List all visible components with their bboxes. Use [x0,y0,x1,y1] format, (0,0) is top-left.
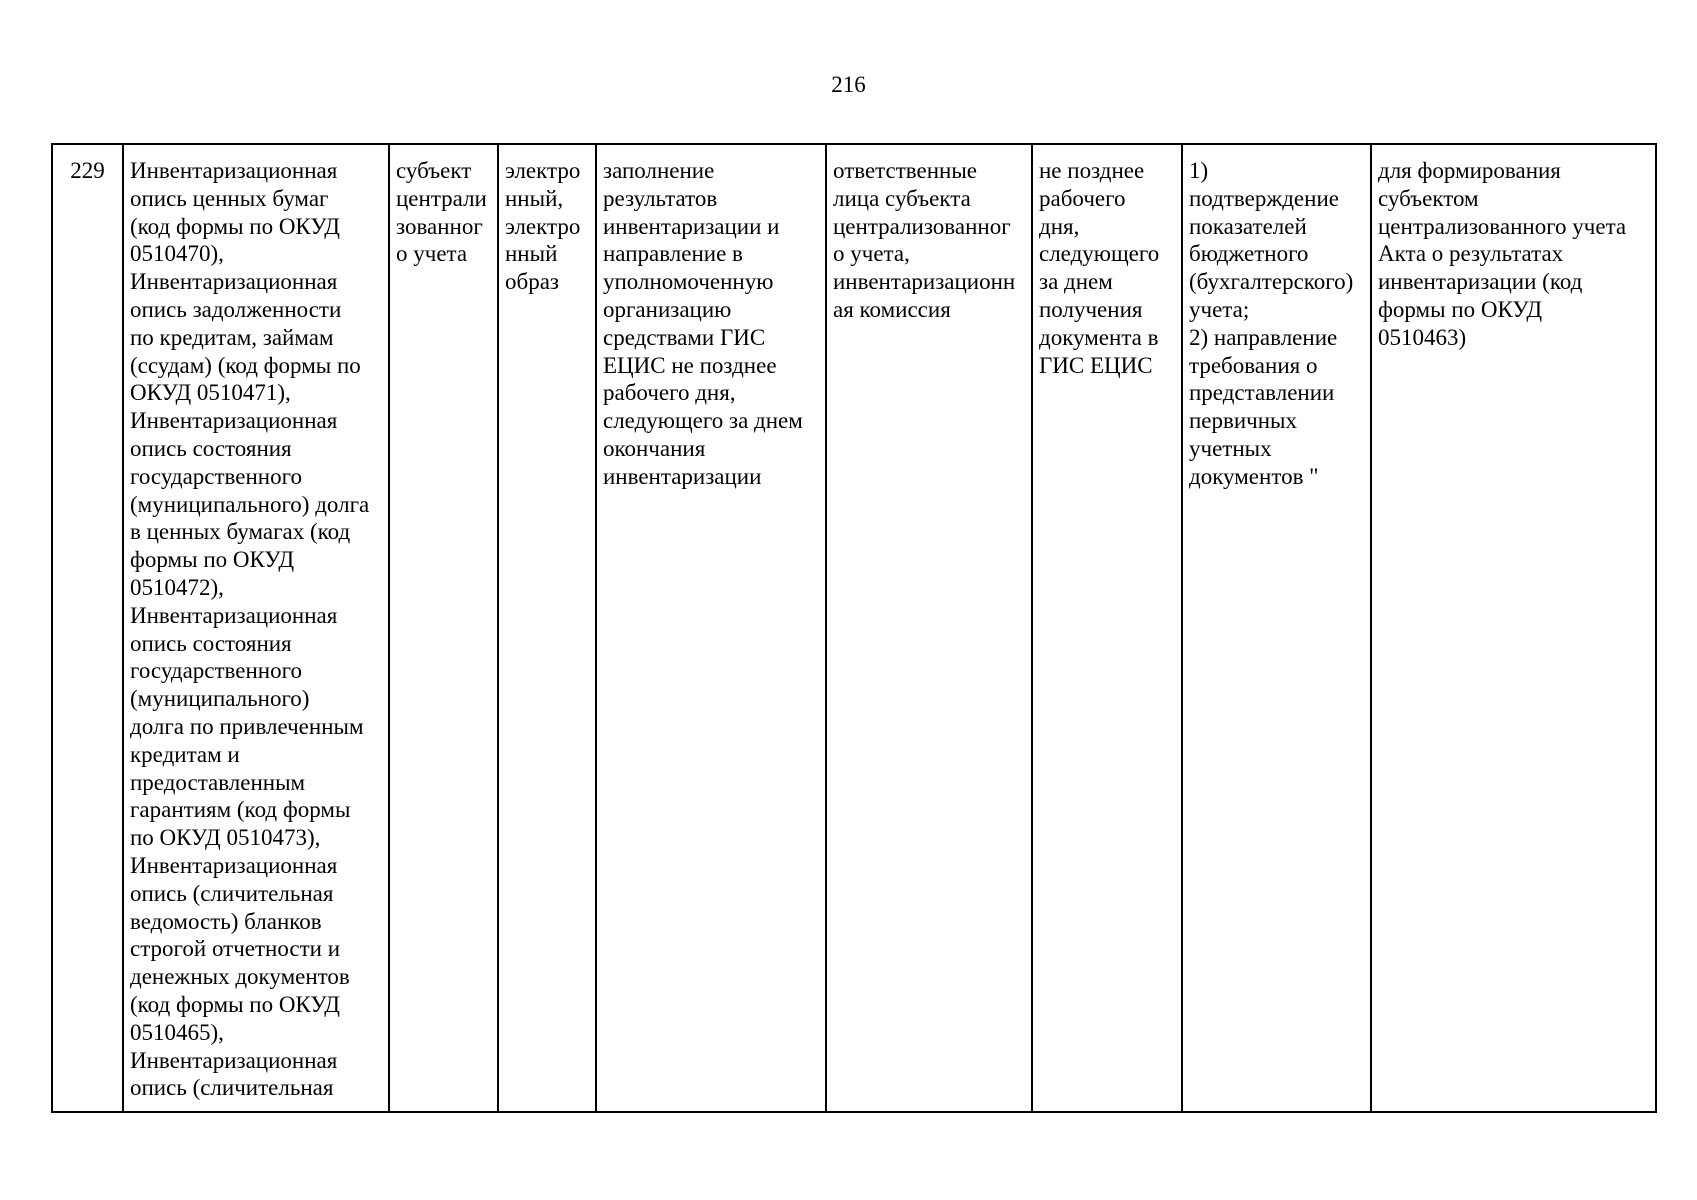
procedure-cell [596,144,826,1112]
purpose-cell [1371,144,1656,1112]
row-number: 229 [70,158,105,183]
document-table [51,143,1657,1113]
procedure-text: заполнение результатов инвентаризации и направление в уполномоченную организацию средствами ГИС ЕЦИС не позднее рабочего дня, следующего за днем окончания инвентаризации [603,158,803,489]
form-cell [498,144,596,1112]
responsible-cell [826,144,1032,1112]
document-name-text: Инвентаризационная опись ценных бумаг (код формы по ОКУД 0510470), Инвентаризационная опись задолженности по кредитам, займам (ссудам) (код формы по ОКУД 0510471), Инвентаризационная опись состояния государственного (муниципального) долга в ценных бумагах (код формы по ОКУД 0510472), Инвентаризационная опись состояния государственного (муниципального) долга по привлеченным кредитам и предоставленным гарантиям (код формы по ОКУД 0510473), Инвентаризационная опись (сличительная ведомость) бланков строгой отчетности и денежных документов (код формы по ОКУД 0510465), Инвентаризационная опись (сличительная [130,158,370,1101]
actions-cell [1182,144,1371,1112]
table-row [52,144,1656,1112]
deadline-cell [1032,144,1182,1112]
purpose-text: для формирования субъектом централизованного учета Акта о результатах инвентаризации (код формы по ОКУД 0510463) [1378,158,1627,350]
row-number-cell [52,144,123,1112]
subject-text: субъект централи зованног о учета [396,158,487,267]
form-text: электро нный, электро нный образ [505,158,581,295]
deadline-text: не позднее рабочего дня, следующего за днем получения документа в ГИС ЕЦИС [1039,158,1160,378]
responsible-text: ответственные лица субъекта централизованног о учета, инвентаризационн ая комиссия [833,158,1016,322]
actions-text: 1) подтверждение показателей бюджетного (бухгалтерского) учета; 2) направление требования о представлении первичных учетных документов " [1189,158,1354,489]
subject-cell [389,144,498,1112]
document-name-cell [123,144,389,1112]
page-number: 216 [831,72,866,97]
